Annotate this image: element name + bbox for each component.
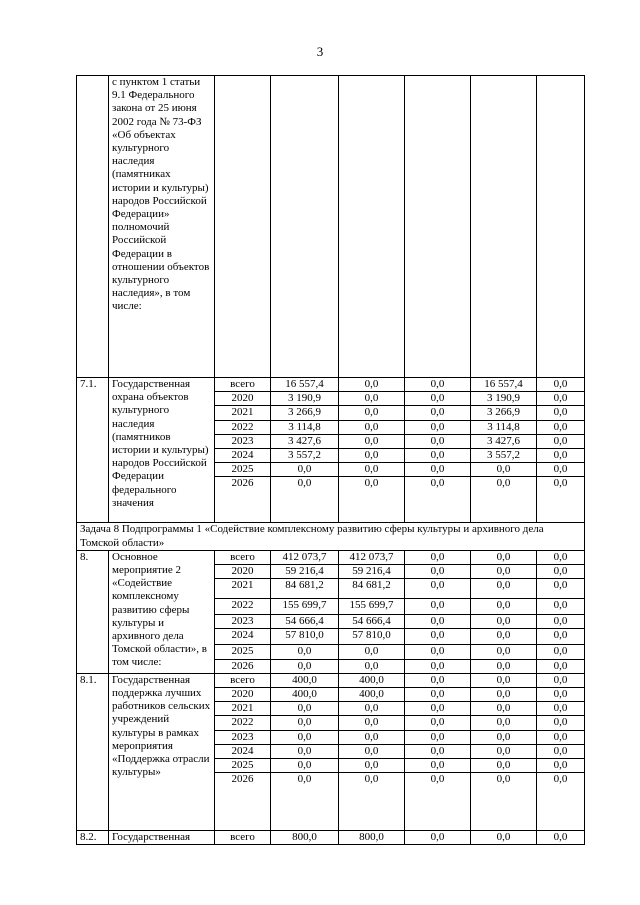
year-cell: 2025 (215, 645, 271, 659)
value-cell: 0,0 (339, 392, 405, 406)
year-cell: 2021 (215, 579, 271, 599)
value-cell: 0,0 (271, 773, 339, 831)
value-cell: 0,0 (339, 449, 405, 463)
value-cell: 0,0 (405, 716, 471, 730)
value-cell: 0,0 (537, 565, 585, 579)
table-row (77, 550, 585, 564)
empty-cell (471, 76, 537, 378)
value-cell: 59 216,4 (339, 565, 405, 579)
value-cell: 0,0 (537, 463, 585, 477)
value-cell: 0,0 (537, 629, 585, 645)
value-cell: 0,0 (339, 463, 405, 477)
value-cell: 0,0 (271, 645, 339, 659)
budget-table (76, 75, 585, 845)
year-cell: 2020 (215, 688, 271, 702)
item-number: 8. (77, 550, 109, 673)
value-cell: 0,0 (405, 392, 471, 406)
year-cell: 2021 (215, 406, 271, 420)
value-cell: 0,0 (339, 378, 405, 392)
value-cell: 57 810,0 (339, 629, 405, 645)
value-cell: 0,0 (537, 392, 585, 406)
value-cell: 0,0 (271, 702, 339, 716)
value-cell: 412 073,7 (339, 550, 405, 564)
value-cell: 3 557,2 (271, 449, 339, 463)
empty-cell (537, 76, 585, 378)
value-cell: 0,0 (537, 550, 585, 564)
item-number: 8.1. (77, 673, 109, 830)
value-cell: 0,0 (405, 629, 471, 645)
year-cell: 2023 (215, 434, 271, 448)
value-cell: 0,0 (339, 702, 405, 716)
value-cell: 0,0 (339, 744, 405, 758)
value-cell: 0,0 (339, 716, 405, 730)
value-cell: 0,0 (537, 434, 585, 448)
value-cell: 0,0 (405, 645, 471, 659)
value-cell: 0,0 (339, 759, 405, 773)
year-cell: 2025 (215, 759, 271, 773)
year-cell: всего (215, 550, 271, 564)
year-cell: 2020 (215, 392, 271, 406)
value-cell: 0,0 (471, 773, 537, 831)
year-cell: всего (215, 673, 271, 687)
empty-cell (215, 76, 271, 378)
value-cell: 3 190,9 (471, 392, 537, 406)
value-cell: 155 699,7 (339, 599, 405, 615)
year-cell: всего (215, 378, 271, 392)
value-cell: 0,0 (537, 744, 585, 758)
year-cell: 2023 (215, 615, 271, 629)
value-cell: 54 666,4 (339, 615, 405, 629)
year-cell: 2023 (215, 730, 271, 744)
value-cell: 0,0 (405, 565, 471, 579)
value-cell: 0,0 (537, 702, 585, 716)
value-cell: 0,0 (471, 550, 537, 564)
year-cell: 2024 (215, 629, 271, 645)
year-cell: 2024 (215, 744, 271, 758)
value-cell: 3 190,9 (271, 392, 339, 406)
task-heading: Задача 8 Подпрограммы 1 «Содействие комплексному развитию сферы культуры и архивного дела Томской области» (77, 523, 585, 550)
value-cell: 3 114,8 (471, 420, 537, 434)
value-cell: 3 266,9 (471, 406, 537, 420)
value-cell: 0,0 (405, 579, 471, 599)
value-cell: 800,0 (271, 831, 339, 845)
value-cell: 0,0 (471, 659, 537, 673)
year-cell: всего (215, 831, 271, 845)
value-cell: 0,0 (537, 615, 585, 629)
value-cell: 16 557,4 (271, 378, 339, 392)
value-cell: 0,0 (405, 406, 471, 420)
value-cell: 0,0 (471, 744, 537, 758)
continuation-text: с пунктом 1 статьи 9.1 Федерального закона от 25 июня 2002 года № 73-ФЗ «Об объектах культурного наследия (памятниках истории и культуры) народов Российской Федерации» полномочий Российской Федерации в отношении объектов культурного наследия», в том числе: (109, 76, 215, 378)
value-cell: 0,0 (537, 645, 585, 659)
value-cell: 0,0 (471, 831, 537, 845)
item-name: Государственная поддержка лучших работников сельских учреждений культуры в рамках мероприятия «Поддержка отрасли культуры» (109, 673, 215, 830)
value-cell: 800,0 (339, 831, 405, 845)
value-cell: 0,0 (537, 773, 585, 831)
value-cell: 0,0 (405, 688, 471, 702)
value-cell: 3 557,2 (471, 449, 537, 463)
value-cell: 0,0 (471, 759, 537, 773)
value-cell: 0,0 (405, 420, 471, 434)
empty-cell (271, 76, 339, 378)
value-cell: 0,0 (271, 659, 339, 673)
value-cell: 0,0 (339, 730, 405, 744)
table-row (77, 378, 585, 392)
value-cell: 0,0 (471, 615, 537, 629)
item-name: Государственная охрана объектов культурного наследия (памятников истории и культуры) народов Российской Федерации федерального значения (109, 378, 215, 523)
value-cell: 0,0 (471, 579, 537, 599)
value-cell: 0,0 (271, 477, 339, 523)
value-cell: 0,0 (537, 378, 585, 392)
value-cell: 0,0 (339, 773, 405, 831)
value-cell: 400,0 (339, 688, 405, 702)
value-cell: 0,0 (405, 550, 471, 564)
value-cell: 0,0 (339, 477, 405, 523)
year-cell: 2024 (215, 449, 271, 463)
value-cell: 84 681,2 (339, 579, 405, 599)
value-cell: 0,0 (271, 759, 339, 773)
value-cell: 54 666,4 (271, 615, 339, 629)
value-cell: 155 699,7 (271, 599, 339, 615)
value-cell: 0,0 (405, 477, 471, 523)
table-row (77, 831, 585, 845)
value-cell: 0,0 (405, 449, 471, 463)
value-cell: 0,0 (471, 730, 537, 744)
year-cell: 2022 (215, 716, 271, 730)
year-cell: 2026 (215, 773, 271, 831)
item-number: 8.2. (77, 831, 109, 845)
table-body (77, 76, 585, 845)
value-cell: 0,0 (271, 716, 339, 730)
value-cell: 0,0 (339, 645, 405, 659)
value-cell: 0,0 (537, 831, 585, 845)
value-cell: 412 073,7 (271, 550, 339, 564)
empty-cell (405, 76, 471, 378)
value-cell: 0,0 (471, 688, 537, 702)
item-name: Основное мероприятие 2 «Содействие комплексному развитию сферы культуры и архивного дела Томской области», в том числе: (109, 550, 215, 673)
value-cell: 16 557,4 (471, 378, 537, 392)
value-cell: 0,0 (537, 759, 585, 773)
value-cell: 84 681,2 (271, 579, 339, 599)
value-cell: 0,0 (471, 477, 537, 523)
value-cell: 0,0 (537, 477, 585, 523)
value-cell: 0,0 (271, 463, 339, 477)
year-cell: 2026 (215, 477, 271, 523)
value-cell: 0,0 (537, 673, 585, 687)
value-cell: 0,0 (471, 716, 537, 730)
value-cell: 0,0 (405, 744, 471, 758)
value-cell: 0,0 (537, 406, 585, 420)
item-name: Государственная (109, 831, 215, 845)
year-cell: 2025 (215, 463, 271, 477)
value-cell: 0,0 (405, 759, 471, 773)
value-cell: 0,0 (339, 406, 405, 420)
value-cell: 0,0 (405, 599, 471, 615)
value-cell: 0,0 (537, 420, 585, 434)
value-cell: 0,0 (537, 688, 585, 702)
value-cell: 0,0 (471, 645, 537, 659)
item-number: 7.1. (77, 378, 109, 523)
value-cell: 0,0 (471, 673, 537, 687)
value-cell: 0,0 (405, 378, 471, 392)
value-cell: 0,0 (405, 773, 471, 831)
value-cell: 0,0 (537, 579, 585, 599)
year-cell: 2022 (215, 599, 271, 615)
value-cell: 0,0 (405, 659, 471, 673)
value-cell: 0,0 (405, 463, 471, 477)
value-cell: 0,0 (537, 449, 585, 463)
value-cell: 0,0 (339, 434, 405, 448)
value-cell: 0,0 (471, 463, 537, 477)
task-row (77, 523, 585, 550)
value-cell: 0,0 (271, 744, 339, 758)
value-cell: 3 427,6 (271, 434, 339, 448)
value-cell: 0,0 (405, 673, 471, 687)
empty-cell (339, 76, 405, 378)
year-cell: 2026 (215, 659, 271, 673)
page-number: 3 (316, 44, 324, 59)
value-cell: 0,0 (537, 730, 585, 744)
year-cell: 2020 (215, 565, 271, 579)
value-cell: 3 266,9 (271, 406, 339, 420)
value-cell: 0,0 (471, 599, 537, 615)
value-cell: 0,0 (405, 702, 471, 716)
year-cell: 2022 (215, 420, 271, 434)
value-cell: 0,0 (405, 831, 471, 845)
value-cell: 3 427,6 (471, 434, 537, 448)
value-cell: 0,0 (339, 420, 405, 434)
value-cell: 0,0 (537, 599, 585, 615)
value-cell: 0,0 (471, 702, 537, 716)
continuation-row (77, 76, 585, 378)
value-cell: 0,0 (405, 434, 471, 448)
table-row (77, 673, 585, 687)
value-cell: 0,0 (405, 615, 471, 629)
value-cell: 57 810,0 (271, 629, 339, 645)
value-cell: 59 216,4 (271, 565, 339, 579)
value-cell: 0,0 (271, 730, 339, 744)
year-cell: 2021 (215, 702, 271, 716)
value-cell: 0,0 (471, 629, 537, 645)
value-cell: 400,0 (271, 673, 339, 687)
value-cell: 0,0 (537, 716, 585, 730)
num-cell (77, 76, 109, 378)
value-cell: 0,0 (405, 730, 471, 744)
value-cell: 0,0 (537, 659, 585, 673)
value-cell: 400,0 (339, 673, 405, 687)
value-cell: 0,0 (471, 565, 537, 579)
value-cell: 0,0 (339, 659, 405, 673)
value-cell: 3 114,8 (271, 420, 339, 434)
value-cell: 400,0 (271, 688, 339, 702)
